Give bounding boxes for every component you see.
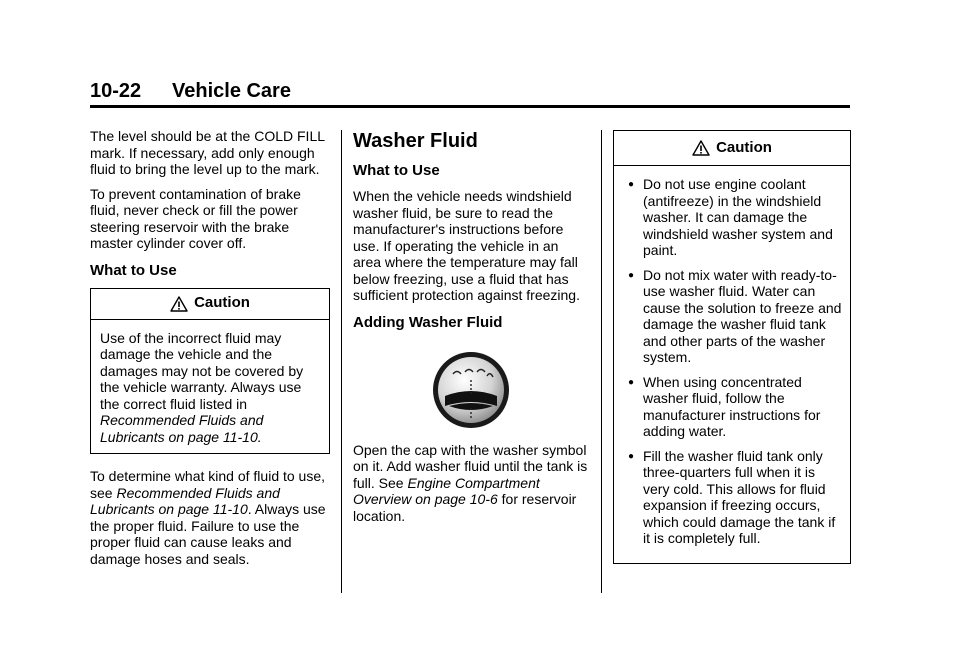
col1-para3-pre: To determine what kind of fluid to use, see	[90, 468, 326, 501]
page-header	[90, 80, 850, 106]
list-item	[628, 267, 842, 366]
bullet-text: When using concentrated washer fluid, follow the manufacturer instructions for adding water.	[643, 373, 821, 439]
list-item	[628, 374, 842, 440]
bullet-text: Do not use engine coolant (antifreeze) in the windshield washer. It can damage the windshield washer system and paint.	[643, 176, 833, 258]
caution-title: Caution	[194, 294, 250, 312]
caution-warning-icon	[170, 296, 188, 312]
caution-reference-link[interactable]: Recommended Fluids and	[100, 412, 264, 428]
column-3	[613, 130, 851, 578]
col1-paragraph-1: The level should be at the COLD FILL mark. If necessary, add only enough fluid to bring the level up to the mark.	[90, 128, 325, 177]
col1-paragraph-2: To prevent contamination of brake fluid, never check or fill the power steering reservoir with the brake master cylinder cover off.	[90, 185, 301, 251]
column-2	[353, 130, 588, 532]
caution-line: damages may not be covered by	[100, 362, 304, 379]
caution-box-1	[90, 288, 330, 455]
bullet-icon: ●	[628, 269, 635, 281]
col1-paragraph-3	[90, 468, 330, 567]
caution-header	[91, 289, 329, 320]
caution-line: damage the vehicle and the	[100, 346, 273, 362]
list-item	[628, 448, 842, 547]
caution-body	[91, 320, 329, 454]
column-divider-2	[601, 130, 602, 593]
caution-line: Use of the incorrect fluid may	[100, 329, 282, 346]
col2-para2-pre: Open the cap with the washer symbol on it. Add washer fluid until the tank is full. See	[353, 441, 588, 491]
col1-heading-what-to-use: What to Use	[90, 261, 177, 279]
caution-warning-icon	[692, 140, 710, 156]
washer-fluid-symbol-icon	[431, 350, 511, 430]
col2-heading-what-to-use: What to Use	[353, 162, 440, 179]
caution-title: Caution	[716, 138, 772, 156]
col2-paragraph-2	[353, 442, 588, 525]
section-title: Vehicle Care	[172, 80, 291, 102]
caution-bullet-list	[614, 166, 850, 563]
caution-header	[614, 131, 850, 166]
col2-heading-adding-washer-fluid: Adding Washer Fluid	[353, 313, 503, 331]
page-number: 10-22	[90, 80, 142, 102]
caution-reference-link[interactable]: Lubricants on page 11-10.	[100, 428, 262, 445]
bullet-text: Fill the washer fluid tank only three-quarters full when it is very cold. This allows for fluid expansion if freezing occurs, which could damage the tank if it is completely full.	[643, 447, 836, 546]
bullet-icon: ●	[628, 179, 635, 190]
bullet-text: Do not mix water with ready-to-use washer fluid. Water can cause the solution to freeze and damage the washer fluid tank and other parts of the washer system.	[643, 266, 842, 365]
col2-para2-post: for reservoir location.	[353, 491, 577, 524]
col1-para3-reference-link[interactable]: Recommended Fluids and Lubricants on page 11-10	[90, 484, 280, 517]
bullet-icon: ●	[628, 450, 635, 462]
washer-fluid-title: Washer Fluid	[353, 130, 478, 152]
column-divider-1	[341, 130, 342, 593]
col2-para2-reference-link[interactable]: Engine Compartment Overview on page 10-6	[353, 474, 540, 507]
list-item	[628, 176, 842, 259]
caution-line: the vehicle warranty. Always use	[100, 379, 302, 395]
col1-para3-post: . Always use the proper fluid. Failure to use the proper fluid can cause leaks and damage hoses and seals.	[90, 501, 326, 567]
header-rule	[90, 105, 850, 108]
caution-line: the correct fluid listed in	[100, 395, 248, 412]
column-1	[90, 128, 330, 575]
bullet-icon: ●	[628, 376, 635, 388]
caution-box-2	[613, 130, 851, 564]
col2-paragraph-1: When the vehicle needs windshield washer fluid, be sure to read the manufacturer's instructions before use. If operating the vehicle in an area where the temperature may fall below freezing, use a fluid that has sufficient protection against freezing.	[353, 188, 580, 303]
